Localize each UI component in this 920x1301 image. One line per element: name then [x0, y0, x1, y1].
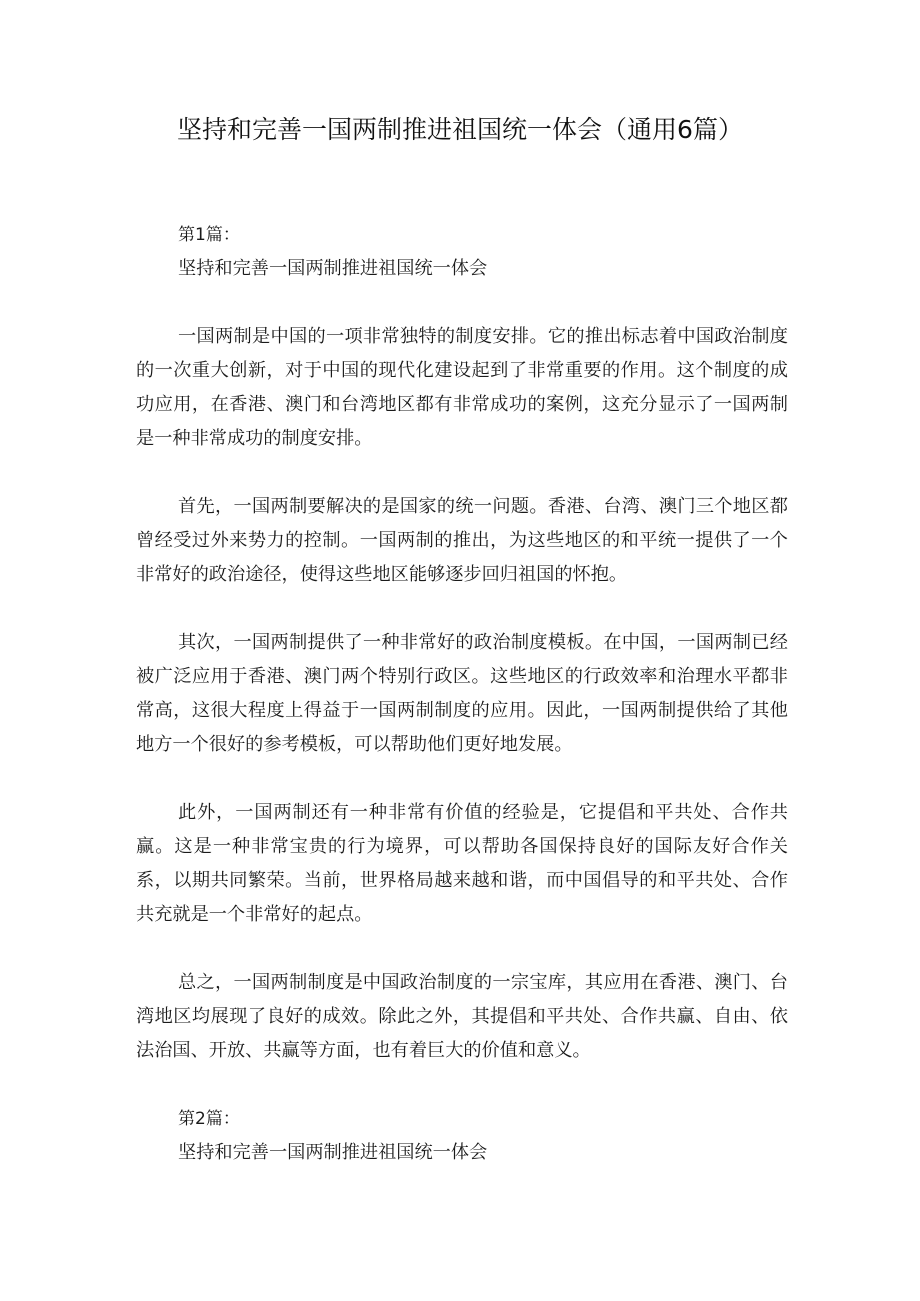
paragraph-gap [136, 762, 788, 796]
section-subtitle: 坚持和完善一国两制推进祖国统一体会 [178, 1142, 488, 1163]
section-2 [136, 1102, 788, 1170]
section-1 [136, 218, 788, 1102]
paragraph-gap [136, 286, 788, 320]
paragraph: 此外，一国两制还有一种非常有价值的经验是，它提倡和平共处、合作共赢。这是一种非常宝贵的行为境界，可以帮助各国保持良好的国际友好合作关系，以期共同繁荣。当前，世界格局越来越和谐，而中国倡导的和平共处、合作共充就是一个非常好的起点。 [136, 802, 788, 925]
section-label: 第1篇： [178, 225, 240, 245]
paragraph: 首先，一国两制要解决的是国家的统一问题。香港、台湾、澳门三个地区都曾经受过外来势力的控制。一国两制的推出，为这些地区的和平统一提供了一个非常好的政治途径，使得这些地区能够逐步回归祖国的怀抱。 [136, 496, 788, 585]
document-body [136, 218, 788, 1170]
paragraph-gap [136, 1068, 788, 1102]
paragraph: 其次，一国两制提供了一种非常好的政治制度模板。在中国，一国两制已经被广泛应用于香港、澳门两个特别行政区。这些地区的行政效率和治理水平都非常高，这很大程度上得益于一国两制制度的应用。因此，一国两制提供给了其他地方一个很好的参考模板，可以帮助他们更好地发展。 [136, 632, 788, 755]
paragraph-gap [136, 932, 788, 966]
paragraph: 一国两制是中国的一项非常独特的制度安排。它的推出标志着中国政治制度的一次重大创新，对于中国的现代化建设起到了非常重要的作用。这个制度的成功应用，在香港、澳门和台湾地区都有非常成功的案例，这充分显示了一国两制是一种非常成功的制度安排。 [136, 326, 788, 449]
section-label: 第2篇： [178, 1109, 240, 1129]
section-subtitle: 坚持和完善一国两制推进祖国统一体会 [178, 258, 488, 279]
document-title: 坚持和完善一国两制推进祖国统一体会（通用6篇） [177, 115, 743, 144]
paragraph-gap [136, 456, 788, 490]
paragraph: 总之，一国两制制度是中国政治制度的一宗宝库，其应用在香港、澳门、台湾地区均展现了良好的成效。除此之外，其提倡和平共处、合作共赢、自由、依法治国、开放、共赢等方面，也有着巨大的价值和意义。 [136, 972, 788, 1061]
paragraph-gap [136, 592, 788, 626]
